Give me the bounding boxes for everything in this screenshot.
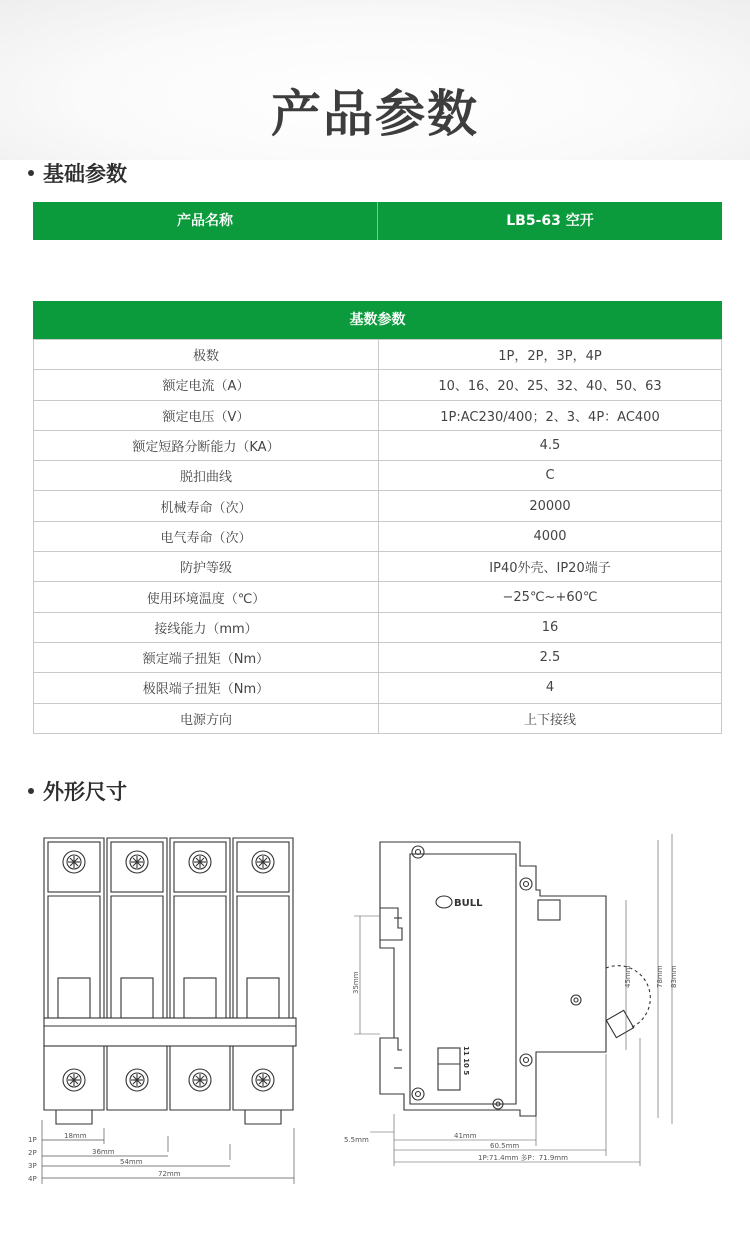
param-value: 2.5 (379, 642, 722, 672)
param-label: 接线能力（mm） (34, 612, 379, 642)
dim-h45: 45mm (624, 965, 632, 988)
dim-d55: 5.5mm (344, 1136, 369, 1144)
rating-label-text: 11 10 5 (462, 1046, 470, 1076)
param-label: 额定电压（V） (34, 400, 379, 430)
bullet-icon (28, 170, 34, 176)
param-value: 1P:AC230/400；2、3、4P：AC400 (379, 400, 722, 430)
dim-din: 35mm (352, 971, 360, 994)
param-value: IP40外壳、IP20端子 (379, 552, 722, 582)
dim-d714: 1P:71.4mm 多P：71.9mm (478, 1154, 568, 1162)
table-row (34, 340, 722, 370)
section-title-dimensions (28, 776, 127, 806)
params-table (33, 339, 722, 734)
section-title-text: 基础参数 (43, 162, 127, 186)
params-header-bar (33, 301, 722, 339)
table-row (34, 552, 722, 582)
table-row (34, 491, 722, 521)
param-value: 4 (379, 673, 722, 703)
section-title-basic (28, 158, 127, 188)
param-value: 4.5 (379, 430, 722, 460)
table-row (34, 673, 722, 703)
table-row (34, 642, 722, 672)
table-row (34, 703, 722, 733)
pole-module (233, 838, 293, 1110)
param-label: 额定短路分断能力（KA） (34, 430, 379, 460)
param-value: 20000 (379, 491, 722, 521)
product-name-label: 产品名称 (177, 213, 233, 229)
side-view-drawing (340, 828, 690, 1190)
dim-h78: 78mm (656, 965, 664, 988)
param-label: 额定电流（A） (34, 370, 379, 400)
bullet-icon (28, 788, 34, 794)
section-title-text: 外形尺寸 (43, 780, 127, 804)
pole-module (44, 838, 104, 1110)
front-view-drawing (28, 828, 308, 1190)
brand-text: BULL (454, 898, 483, 909)
pole-label-4p: 4P (28, 1175, 37, 1183)
page-title: 产品参数 (271, 85, 479, 143)
param-value: C (379, 461, 722, 491)
param-value: 1P，2P，3P，4P (379, 340, 722, 370)
width-2p: 36mm (92, 1148, 115, 1156)
pole-module (170, 838, 230, 1110)
pole-label-1p: 1P (28, 1136, 37, 1144)
table-row (34, 370, 722, 400)
din-clip (245, 1110, 281, 1124)
width-3p: 54mm (120, 1158, 143, 1166)
param-label: 电气寿命（次） (34, 521, 379, 551)
param-value: 10、16、20、25、32、40、50、63 (379, 370, 722, 400)
param-label: 极数 (34, 340, 379, 370)
param-value: 4000 (379, 521, 722, 551)
param-label: 额定端子扭矩（Nm） (34, 642, 379, 672)
product-name-bar (33, 202, 722, 240)
param-label: 极限端子扭矩（Nm） (34, 673, 379, 703)
table-row (34, 521, 722, 551)
param-label: 机械寿命（次） (34, 491, 379, 521)
table-row (34, 582, 722, 612)
params-header: 基数参数 (349, 312, 406, 328)
product-name-value: LB5-63 空开 (506, 213, 594, 229)
param-label: 使用环境温度（℃） (34, 582, 379, 612)
width-1p: 18mm (64, 1132, 87, 1140)
width-4p: 72mm (158, 1170, 181, 1178)
table-row (34, 461, 722, 491)
param-value: 16 (379, 612, 722, 642)
param-value: 上下接线 (379, 703, 722, 733)
param-label: 脱扣曲线 (34, 461, 379, 491)
table-row (34, 400, 722, 430)
table-row (34, 430, 722, 460)
dim-d41: 41mm (454, 1132, 477, 1140)
din-clip (56, 1110, 92, 1124)
bull-logo-icon (436, 896, 483, 909)
param-label: 电源方向 (34, 703, 379, 733)
param-value: −25℃~+60℃ (379, 582, 722, 612)
param-label: 防护等级 (34, 552, 379, 582)
dim-d605: 60.5mm (490, 1142, 520, 1150)
dim-h83: 83mm (670, 965, 678, 988)
pole-module (107, 838, 167, 1110)
pole-label-3p: 3P (28, 1162, 37, 1170)
pole-label-2p: 2P (28, 1149, 37, 1157)
table-row (34, 612, 722, 642)
